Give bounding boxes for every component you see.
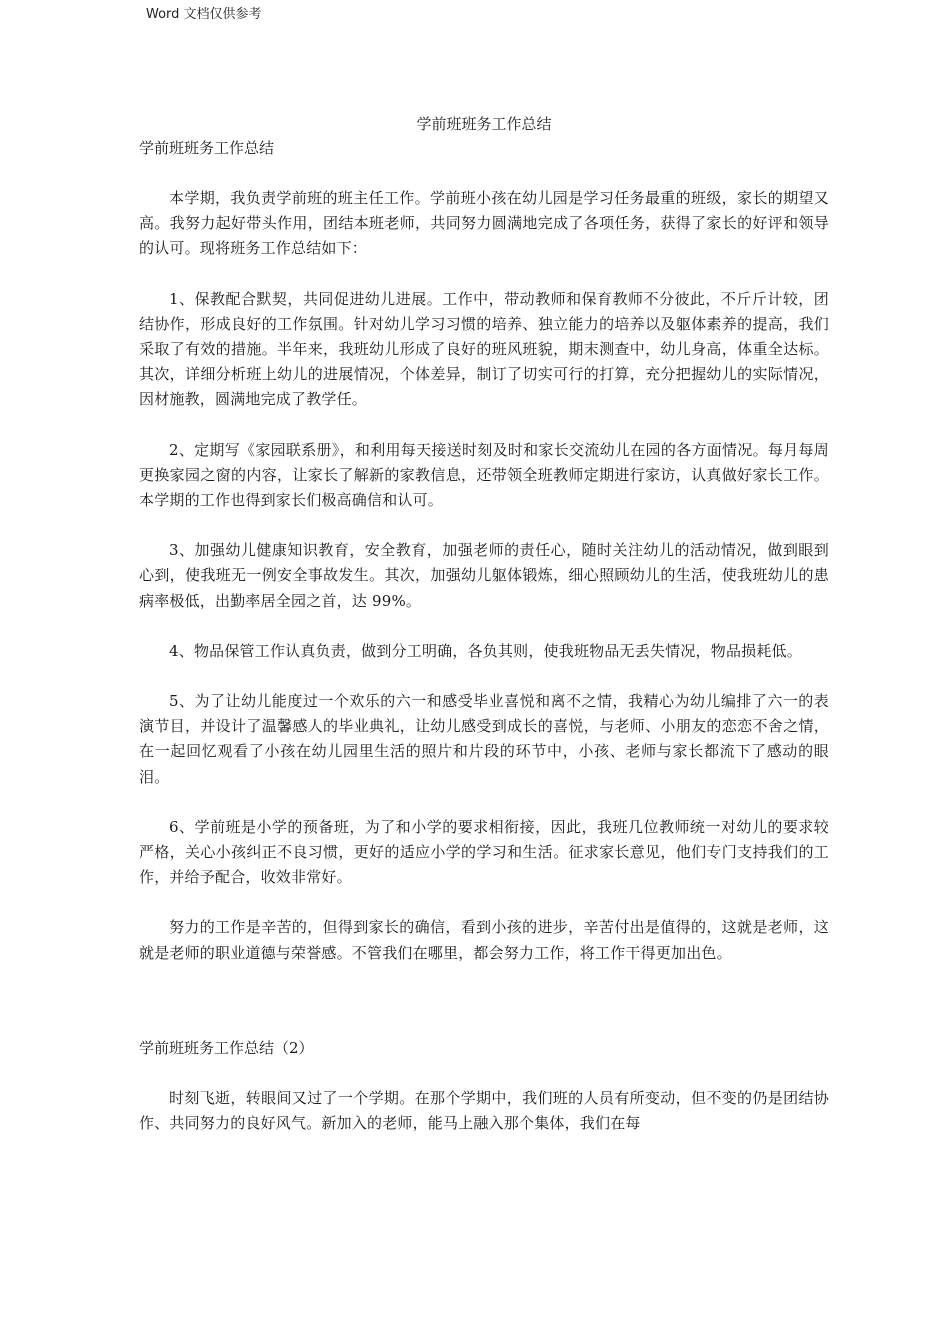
paragraph-intro: 本学期，我负责学前班的班主任工作。学前班小孩在幼儿园是学习任务最重的班级，家长的期望又高。我努力起好带头作用，团结本班老师，共同努力圆满地完成了各项任务，获得了家长的好评和领导的认可。现将班务工作总结如下： xyxy=(139,189,829,258)
document-title: 学前班班务工作总结 xyxy=(416,115,552,133)
paragraph-item-1: 1、保教配合默契，共同促进幼儿进展。工作中，带动教师和保育教师不分彼此，不斤斤计较，团结协作，形成良好的工作氛围。针对幼儿学习习惯的培养、独立能力的培养以及躯体素养的提高，我们采取了有效的措施。半年来，我班幼儿形成了良好的班风班貌，期末测查中，幼儿身高，体重全达标。其次，详细分析班上幼儿的进展情况，个体差异，制订了切实可行的打算，充分把握幼儿的实际情况，因材施教，圆满地完成了教学任。 xyxy=(139,289,829,409)
paragraph-conclusion: 努力的工作是辛苦的，但得到家长的确信，看到小孩的进步，辛苦付出是值得的，这就是老师，这就是老师的职业道德与荣誉感。不管我们在哪里，都会努力工作，将工作干得更加出色。 xyxy=(139,918,829,962)
header-note: Word 文档仅供参考 xyxy=(146,7,262,22)
paragraph-item-5: 5、为了让幼儿能度过一个欢乐的六一和感受毕业喜悦和离不之情，我精心为幼儿编排了六一的表演节目，并设计了温馨感人的毕业典礼，让幼儿感受到成长的喜悦，与老师、小朋友的恋恋不舍之情，在一起回忆观看了小孩在幼儿园里生活的照片和片段的环节中，小孩、老师与家长都流下了感动的眼泪。 xyxy=(139,692,829,786)
paragraph-item-4: 4、物品保管工作认真负责，做到分工明确，各负其则，使我班物品无丢失情况，物品损耗低。 xyxy=(169,641,802,660)
paragraph-item-3: 3、加强幼儿健康知识教育，安全教育，加强老师的责任心，随时关注幼儿的活动情况，做到眼到心到，使我班无一例安全事故发生。其次，加强幼儿躯体锻炼，细心照顾幼儿的生活，使我班幼儿的患病率极低，出勤率居全园之首，达 99%。 xyxy=(139,541,829,610)
document-subtitle: 学前班班务工作总结 xyxy=(139,139,275,157)
section-2-title: 学前班班务工作总结（2） xyxy=(139,1038,314,1057)
paragraph-item-6: 6、学前班是小学的预备班，为了和小学的要求相衔接，因此，我班几位教师统一对幼儿的要求较严格，关心小孩纠正不良习惯，更好的适应小学的学习和生活。征求家长意见，他们专门支持我们的工作，并给予配合，收效非常好。 xyxy=(139,817,829,887)
section-2-paragraph: 时刻飞逝，转眼间又过了一个学期。在那个学期中，我们班的人员有所变动，但不变的仍是团结协作、共同努力的良好风气。新加入的老师，能马上融入那个集体，我们在每 xyxy=(139,1088,829,1133)
paragraph-item-2: 2、定期写《家园联系册》，和利用每天接送时刻及时和家长交流幼儿在园的各方面情况。每月每周更换家园之窗的内容，让家长了解新的家教信息，还带领全班教师定期进行家访，认真做好家长工作。本学期的工作也得到家长们极高确信和认可。 xyxy=(139,440,829,510)
document-body xyxy=(139,112,829,1161)
